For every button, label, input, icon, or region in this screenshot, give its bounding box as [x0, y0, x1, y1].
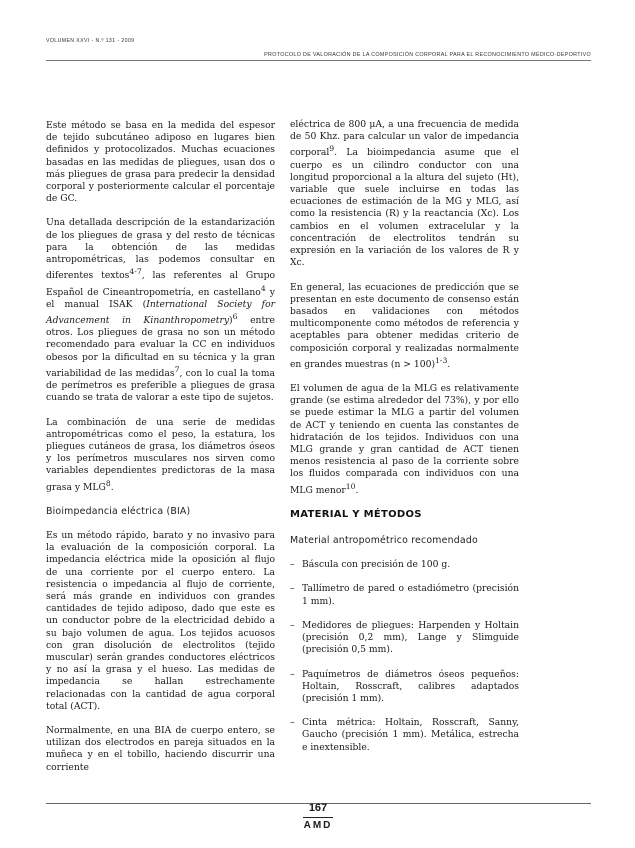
section-title-materials: MATERIAL Y MÉTODOS: [290, 508, 422, 520]
text-span: .: [447, 358, 451, 370]
text-span: .: [355, 484, 359, 496]
text-span: eléctrica de 800 μA, a una frecuencia de medida de 50 Khz. para calcular un valor de impedancia corporal: [290, 119, 519, 159]
paragraph-bia-electrodes: Normalmente, en una BIA de cuerpo entero, se utilizan dos electrodos en pareja situados en la muñeca y en el tobillo, haciendo discurrir una corriente: [46, 725, 275, 773]
text-span: En general, las ecuaciones de predicción que se presentan en este documento de consenso están basados en validaciones con métodos multicomponente como métodos de referencia y aceptables para obtener medidas criterio de composición corporal y realizadas normalmente en grandes muestras (n > 100): [290, 281, 519, 370]
list-item: – Cinta métrica: Holtain, Rosscraft, Sanny, Gaucho (precisión 1 mm). Metálica, estrecha e inextensible.: [290, 717, 519, 754]
text-span: ): [229, 315, 233, 327]
paragraph-standardization: [46, 217, 275, 404]
left-column: [46, 120, 275, 786]
list-item: – Báscula con precisión de 100 g.: [290, 559, 519, 571]
isak-italic: International Society for Advancement in Kinanthropometry: [46, 298, 275, 327]
citation: 4-7: [129, 267, 142, 277]
citation: 7: [174, 364, 180, 374]
text-span: .: [110, 481, 114, 493]
citation: 8: [105, 478, 111, 488]
header-divider: [46, 60, 591, 61]
page-footer: [300, 802, 336, 831]
citation: 1-3: [435, 355, 448, 365]
text-span: . La bioimpedancia asume que el cuerpo es un cilindro conductor con una longitud proporcional a la altura del sujeto (Ht), variable que suele incluirse en todas las ecuaciones de estimación de la MG y MLG, así como la resistencia (R) y la reactancia (Xc). Los cambios en el volumen extracelular y la concentración de electrolitos tendrán su expresión en la variación de los valores de R y Xc.: [290, 147, 519, 269]
text-span: La combinación de una serie de medidas antropométricas como el peso, la estatura, los pliegues cutáneos de grasa, los diámetros óseos y los perímetros musculares nos sirven como variables dependientes predictoras de la masa grasa y MLG: [46, 416, 275, 493]
text-span: El volumen de agua de la MLG es relativamente grande (se estima alrededor del 73%), y por ello se puede estimar la MLG a partir del volumen de ACT y teniendo en cuenta las constantes de hidratación de los tejidos. Individuos con una MLG grande y gran cantidad de ACT tienen menos resistencia al paso de la corriente sobre los fluidos comparada con individuos con una MLG menor: [290, 382, 519, 496]
paragraph-water-volume: [290, 383, 519, 497]
list-item: – Medidores de pliegues: Harpenden y Holtain (precisión 0,2 mm), Lange y Slimguide (precisión 0,5 mm).: [290, 620, 519, 657]
paragraph-bia: Es un método rápido, barato y no invasivo para la evaluación de la composición corporal. La impedancia eléctrica mide la oposición al flujo de una corriente por el cuerpo entero. La resistencia o impedancia al flujo de corriente, será más grande en individuos con grandes cantidades de tejido adiposo, dado que este es un conductor pobre de la electricidad debido a su bajo volumen de agua. Los tejidos acuosos con gran disolución de electrolitos (tejido muscular) serán grandes conductores eléctricos y no así la grasa y el hueso. Las medidas de impedancia se hallan estrechamente relacionadas con la cantidad de agua corporal total (ACT).: [46, 530, 275, 712]
citation: 6: [232, 311, 238, 321]
text-span: , con lo cual la toma de perímetros es preferible a pliegues de grasa cuando se trata de valorar a este tipo de sujetos.: [46, 367, 275, 404]
citation: 9: [329, 144, 335, 154]
bia-heading: Bioimpedancia eléctrica (BIA): [46, 505, 191, 517]
citation: 4: [260, 283, 266, 293]
right-column: [290, 119, 519, 766]
materials-list: [290, 559, 519, 753]
footer-bar: [303, 817, 333, 818]
text-span: Una detallada descripción de la estandarización de los pliegues de grasa y del resto de técnicas para la obtención de las medidas antropométricas, las podemos consultar en diferentes textos: [46, 217, 275, 282]
subsection-title: Material antropométrico recomendado: [290, 535, 478, 547]
text-span: , las referentes al Grupo Español de Cineantropometría, en castellano: [46, 270, 275, 298]
list-item: – Paquímetros de diámetros óseos pequeños: Holtain, Rosscraft, calibres adaptados (precisión 1 mm).: [290, 669, 519, 706]
paragraph-skinfold-method: Este método se basa en la medida del espesor de tejido subcutáneo adiposo en lugares bien definidos y protocolizados. Muchas ecuaciones basadas en las medidas de pliegues, usan dos o más pliegues de grasa para predecir la densidad corporal y posteriormente calcular el porcentaje de GC.: [46, 120, 275, 205]
list-item: – Tallímetro de pared o estadiómetro (precisión 1 mm).: [290, 583, 519, 607]
text-span: entre otros. Los pliegues de grasa no son un método recomendado para evaluar la CC en individuos obesos por la dificultad en su técnica y la gran variabilidad de las medidas: [46, 315, 275, 379]
paragraph-equations: [290, 282, 519, 371]
journal-name: AMD: [303, 820, 333, 831]
paragraph-combination: [46, 417, 275, 494]
running-title: PROTOCOLO DE VALORACIÓN DE LA COMPOSICIÓN CORPORAL PARA EL RECONOCIMIENTO MÉDICO-DEPORTIVO: [264, 52, 591, 58]
paragraph-current: [290, 119, 519, 270]
volume-header: VOLUMEN XXVI - N.º 131 - 2009: [46, 38, 135, 44]
page-number: 167: [308, 802, 328, 814]
text-span: y el manual ISAK (: [46, 286, 275, 310]
citation: 10: [345, 481, 356, 491]
